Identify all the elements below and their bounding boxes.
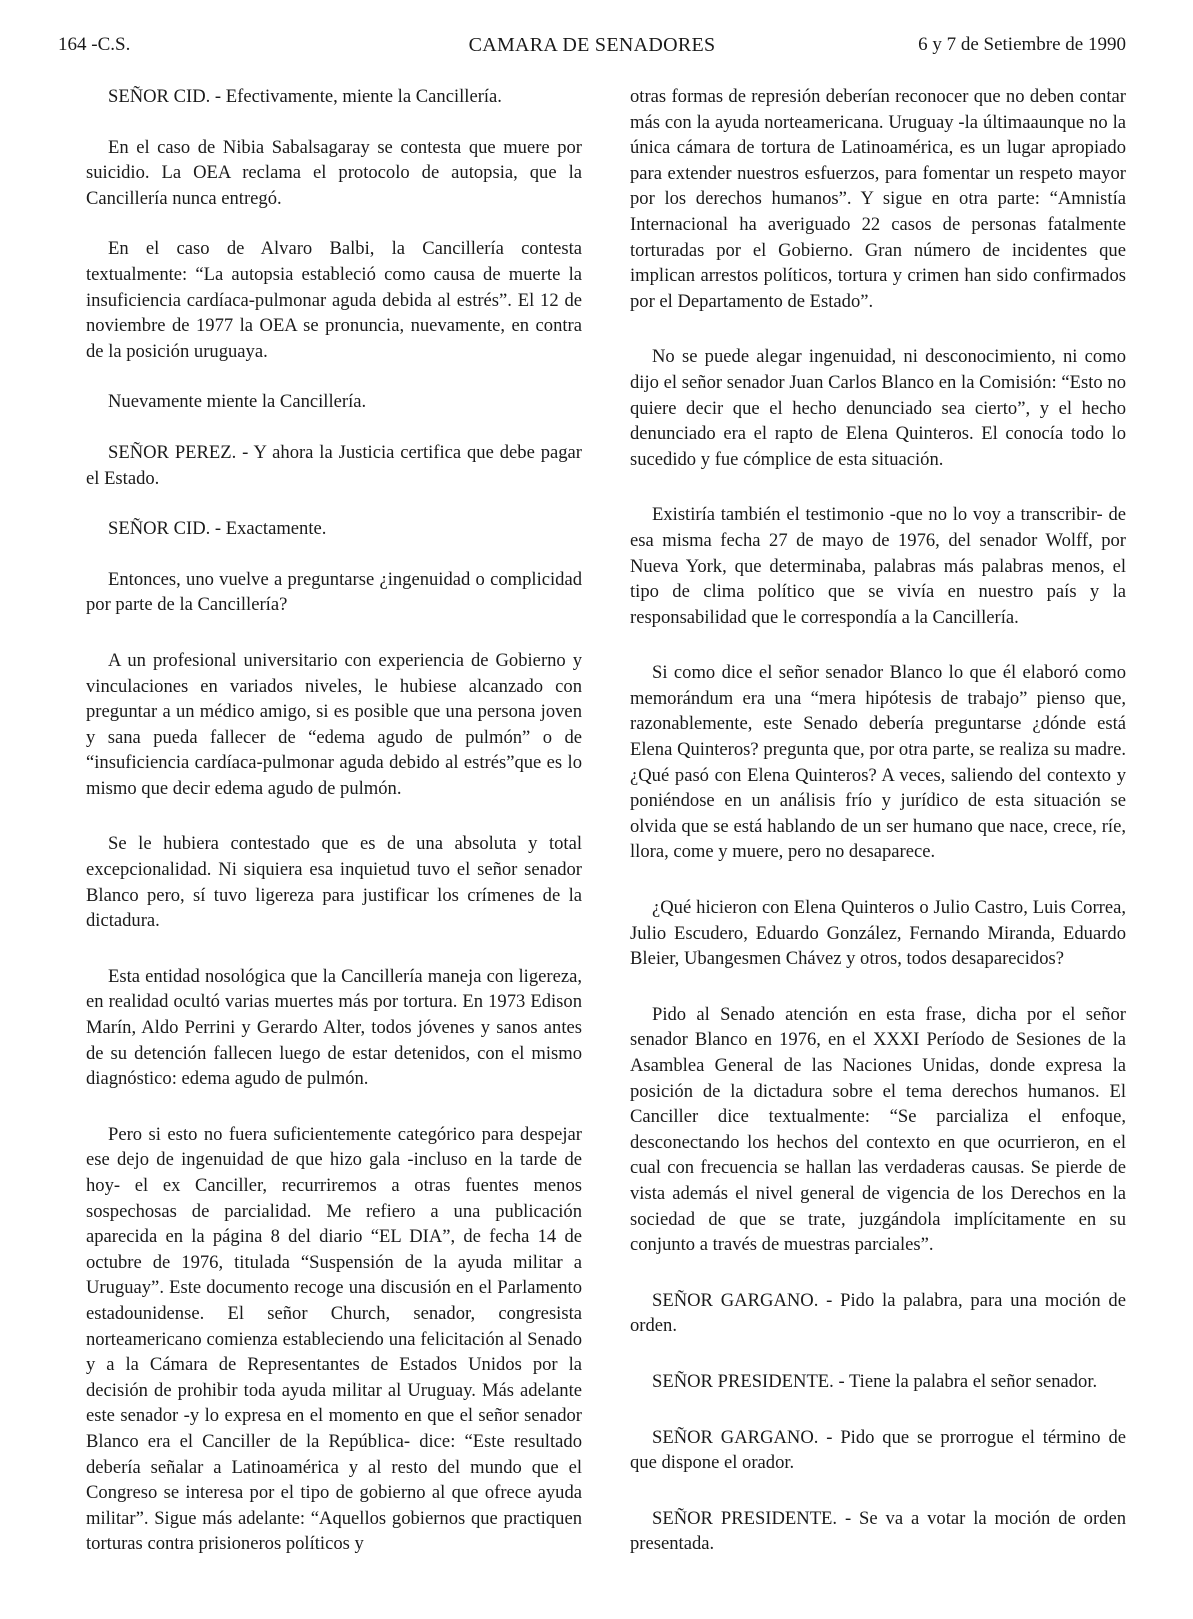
paragraph: ¿Qué hicieron con Elena Quinteros o Julio Castro, Luis Correa, Julio Escudero, Eduardo González, Fernando Miranda, Eduardo Bleier, Ubangesmen Chávez y otros, todos desaparecidos? [630, 897, 1126, 970]
paragraph: SEÑOR PRESIDENTE. - Tiene la palabra el señor senador. [652, 1370, 1098, 1392]
paragraph: SEÑOR PRESIDENTE. - Se va a votar la moción de orden presentada. [630, 1507, 1126, 1555]
paragraph: Entonces, uno vuelve a preguntarse ¿ingenuidad o complicidad por parte de la Cancillería? [86, 568, 582, 616]
paragraph: SEÑOR GARGANO. - Pido la palabra, para una moción de orden. [630, 1289, 1126, 1337]
paragraph: otras formas de represión deberían reconocer que no deben contar más con la ayuda norteamericana. Uruguay -la últimaaunque no la única cámara de tortura de Latinoamérica, es un lugar apropiado para extender nuestros esfuerzos, para fomentar un respeto mayor por los derechos humanos”. Y sigue en otra parte: “Amnistía Internacional ha averiguado 22 casos de personas fatalmente torturadas por el Gobierno. Gran número de incidentes que implican arrestos políticos, tortura y crimen han sido confirmados por el Departamento de Estado”. [630, 86, 1126, 312]
paragraph: Pero si esto no fuera suficientemente categórico para despejar ese dejo de ingenuidad de que hizo gala -incluso en la tarde de hoy- el ex Canciller, recurriremos a otras fuentes menos sospechosas de parcialidad. Me refiero a una publicación aparecida en la página 8 del diario “EL DIA”, de fecha 14 de octubre de 1976, titulada “Suspensión de la ayuda militar a Uruguay”. Este documento recoge una discusión en el Parlamento estadounidense. El señor Church, senador, congresista norteamericano comienza estableciendo una felicitación al Senado y a la Cámara de Representantes de Estados Unidos por la decisión de prohibir toda ayuda militar al Uruguay. Más adelante este senador -y lo expresa en el momento en que el señor senador Blanco era el Canciller de la República- dice: “Este resultado debería señalar a Latinoamérica y al resto del mundo que el Congreso se interesa por el tipo de gobierno al que ofrece ayuda militar”. Sigue más adelante: “Aquellos gobiernos que practiquen torturas contra prisioneros políticos y [86, 1123, 582, 1555]
session-date: 6 y 7 de Setiembre de 1990 [918, 34, 1126, 55]
paragraph: En el caso de Alvaro Balbi, la Cancillería contesta textualmente: “La autopsia estableció como causa de muerte la insuficiencia cardíaca-pulmonar aguda debida al estrés”. El 12 de noviembre de 1977 la OEA se pronuncia, nuevamente, en contra de la posición uruguaya. [86, 238, 582, 362]
paragraph: En el caso de Nibia Sabalsagaray se contesta que muere por suicidio. La OEA reclama el protocolo de autopsia, que la Cancillería nunca entregó. [86, 136, 582, 209]
paragraph: SEÑOR CID. - Efectivamente, miente la Cancillería. [108, 86, 502, 107]
paragraph: No se puede alegar ingenuidad, ni desconocimiento, ni como dijo el señor senador Juan Carlos Blanco en la Comisión: “Esto no quiere decir que el hecho denunciado sea cierto”, y el hecho denunciado era el rapto de Elena Quinteros. El conocía todo lo sucedido y fue cómplice de esta situación. [630, 346, 1126, 470]
paragraph: SEÑOR PEREZ. - Y ahora la Justicia certifica que debe pagar el Estado. [86, 441, 582, 489]
publication-title: CAMARA DE SENADORES [468, 34, 716, 56]
paragraph: SEÑOR GARGANO. - Pido que se prorrogue el término de que dispone el orador. [630, 1426, 1126, 1474]
paragraph: Existiría también el testimonio -que no lo voy a transcribir- de esa misma fecha 27 de mayo de 1976, del senador Wolff, por Nueva York, que determinaba, palabras más palabras menos, el tipo de clima político que se vivía en nuestro país y la responsabilidad que le correspondía a la Cancillería. [630, 504, 1126, 628]
paragraph: Nuevamente miente la Cancillería. [108, 391, 367, 413]
right-column [630, 84, 1126, 1557]
paragraph: Si como dice el señor senador Blanco lo que él elaboró como memorándum era una “mera hipótesis de trabajo” pienso que, razonablemente, este Senado debería preguntarse ¿dónde está Elena Quinteros? pregunta que, por otra parte, se realiza su madre. ¿Qué pasó con Elena Quinteros? A veces, saliendo del contexto y poniéndose en un análisis frío y jurídico de esta situación se olvida que se está hablando de un ser humano que nace, crece, ríe, llora, come y muere, pero no desaparece. [630, 662, 1126, 863]
paragraph: Se le hubiera contestado que es de una absoluta y total excepcionalidad. Ni siquiera esa inquietud tuvo el señor senador Blanco pero, sí tuvo ligereza para justificar los crímenes de la dictadura. [86, 833, 582, 932]
page-number: 164 -C.S. [58, 34, 131, 55]
page-header [58, 34, 1126, 62]
paragraph: Esta entidad nosológica que la Cancillería maneja con ligereza, en realidad ocultó varias muertes más por tortura. En 1973 Edison Marín, Aldo Perrini y Gerardo Alter, todos jóvenes y sanos antes de su detención fallecen luego de estar detenidos, con el mismo diagnóstico: edema agudo de pulmón. [86, 965, 582, 1090]
paragraph: Pido al Senado atención en esta frase, dicha por el señor senador Blanco en 1976, en el XXXI Período de Sesiones de la Asamblea General de las Naciones Unidas, donde expresa la posición de la dictadura sobre el tema derechos humanos. El Canciller dice textualmente: “Se parcializa el enfoque, desconectando los hechos del contexto en que ocurrieron, en el cual con frecuencia se hallan las verdaderas causas. Se pierde de vista además el nivel general de vigencia de los Derechos en la sociedad de que se trate, juzgándola implícitamente en su conjunto a través de muestras parciales”. [630, 1003, 1126, 1256]
paragraph: A un profesional universitario con experiencia de Gobierno y vinculaciones en variados niveles, le hubiese alcanzado con preguntar a un médico amigo, si es posible que una persona joven y sana pueda fallecer de “edema agudo de pulmón” o de “insuficiencia cardíaca-pulmonar aguda debido al estrés”que es lo mismo que decir edema agudo de pulmón. [86, 649, 582, 799]
paragraph: SEÑOR CID. - Exactamente. [108, 518, 327, 540]
left-column [86, 84, 582, 1557]
